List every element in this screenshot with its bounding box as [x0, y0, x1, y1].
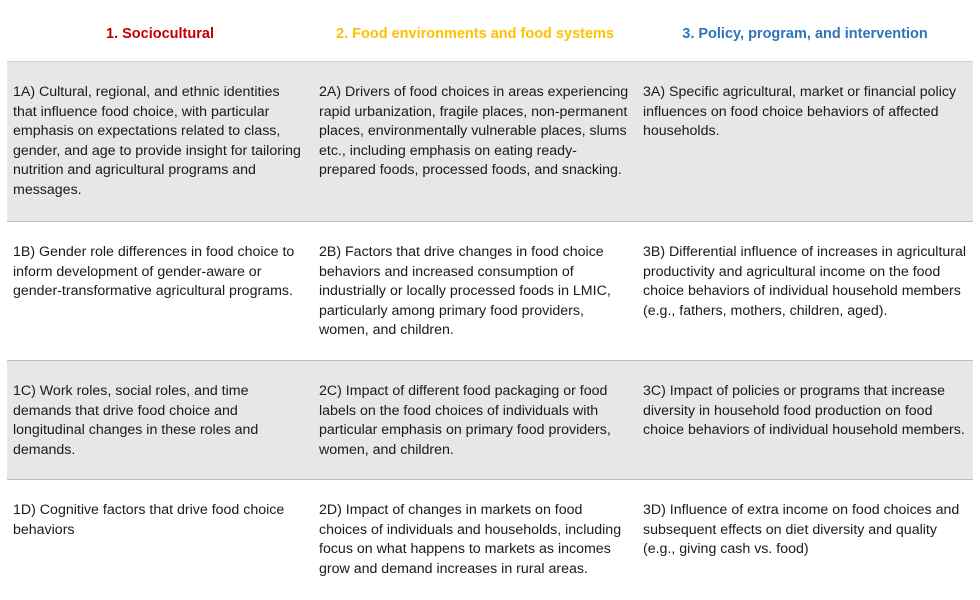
cell-3a: 3A) Specific agricultural, market or financial policy influences on food choice behaviors of affected households. [637, 62, 973, 221]
column-header-sociocultural: 1. Sociocultural [106, 26, 214, 42]
research-agenda-table [7, 7, 973, 600]
column-header-food-environments: 2. Food environments and food systems [336, 26, 614, 42]
cell-1a: 1A) Cultural, regional, and ethnic identities that influence food choice, with particular emphasis on expectations related to class, gender, and age to provide insight for tailoring nutrition and agricultural programs and messages. [7, 62, 313, 221]
cell-2d: 2D) Impact of changes in markets on food choices of individuals and households, including focus on what happens to markets as incomes grow and demand increases in rural areas. [319, 502, 622, 577]
column-header-policy: 3. Policy, program, and intervention [682, 26, 928, 42]
cell-1c: 1C) Work roles, social roles, and time demands that drive food choice and longitudinal changes in these roles and demands. [7, 361, 313, 479]
cell-3c: 3C) Impact of policies or programs that increase diversity in household food production on food choice behaviors of individual household members. [637, 361, 973, 479]
cell-3b: 3B) Differential influence of increases in agricultural productivity and agricultural income on the food choice behaviors of individual household members (e.g., fathers, mothers, children, aged). [643, 244, 967, 319]
cell-1b: 1B) Gender role differences in food choice to inform development of gender-aware or gender-transformative agricultural programs. [13, 244, 295, 300]
cell-2a: 2A) Drivers of food choices in areas experiencing rapid urbanization, fragile places, non-permanent places, environmentally vulnerable places, slums etc., including emphasis on eating ready-prepared foods, processed foods, and snacking. [313, 62, 637, 221]
cell-1d: 1D) Cognitive factors that drive food choice behaviors [13, 502, 285, 538]
cell-2b: 2B) Factors that drive changes in food choice behaviors and increased consumption of industrially or locally processed foods in LMIC, particularly among primary food providers, women, and children. [319, 244, 611, 339]
cell-3d: 3D) Influence of extra income on food choices and subsequent effects on diet diversity and quality (e.g., giving cash vs. food) [643, 502, 960, 558]
cell-2c: 2C) Impact of different food packaging or food labels on the food choices of individuals with particular emphasis on primary food providers, women, and children. [313, 361, 637, 479]
